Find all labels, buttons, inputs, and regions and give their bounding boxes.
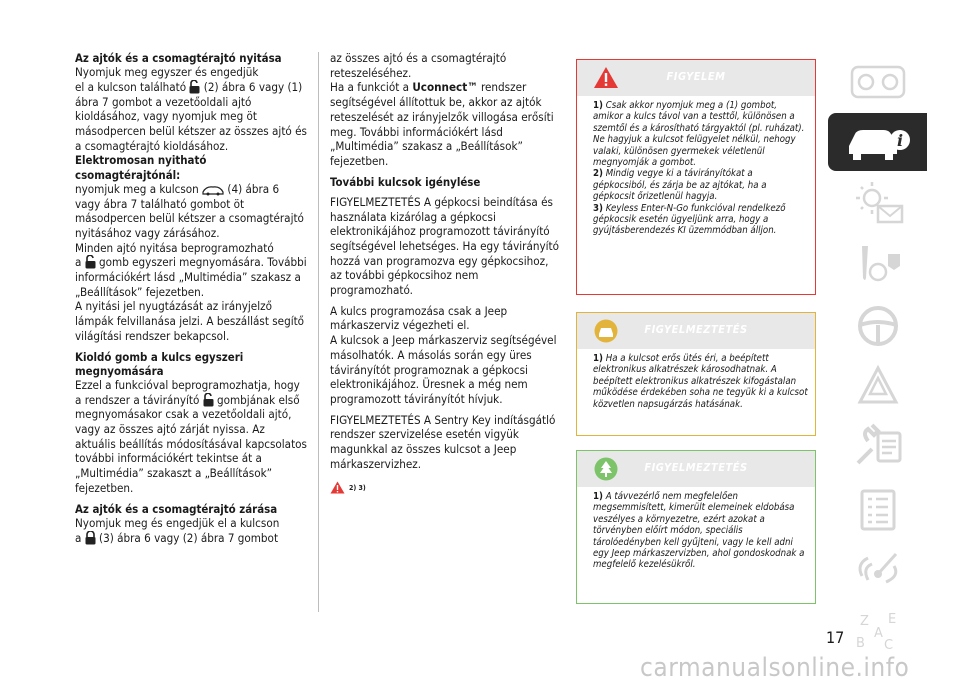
unlock-icon [85,255,96,269]
paragraph: Ha a funkciót a Uconnect™ rendszer segítségével állítottuk be, akkor az ajtók reteszelését az irányjelzők villogása erősíti meg. További információkért lásd „Multimédia” szakasz a „Beállítások” fejezetben. [330,80,554,168]
heading-more-keys: További kulcsok igénylése [330,174,481,189]
caution-box [576,312,816,436]
paragraph: Ezzel a funkcióval beprogramozhatja, hogy a rendszer a távirányító gombjának első megnyomásakor csak a vezetőoldali ajtó, vagy az összes ajtó zárját nyissa. Az aktuális beállítás módosításával kapcsolatos további információkért tekintse át a „Multimédia” szakaszt a „Beállítások” fejezetben. [75,377,307,495]
column-divider [318,52,319,612]
warning-box-header [577,60,815,96]
nav-multimedia-icon[interactable] [828,542,927,600]
warning-triangle-icon [330,481,345,494]
nav-specs-icon[interactable] [828,481,927,539]
warning-box-body: 1) Csak akkor nyomjuk meg a (1) gombot, amikor a kulcs távol van a testtől, különösen a szemtől és a károsítható tárgyaktól (pl. ruházat). Ne hagyjuk a kulcsot felügyelet nélkül, nehogy valaki, különösen gyermekek véletlenül megnyomják a gombot. 2) Mindig vegye ki a távirányítókat a gépkocsiból, és zárja be az ajtókat, ha a gépkocsit őrizetlenül hagyja. 3) Keyless Enter-N-Go funkcióval rendelkező gépkocsik esetén ügyeljünk arra, hogy a gyújtásberendezés KI üzemmódban álljon. [593,100,805,237]
caution-box-title: FIGYELMEZTETÉS [644,323,748,336]
column-middle [330,51,560,494]
unlock-icon [189,80,200,94]
environment-box-title: FIGYELMEZTETÉS [644,461,748,474]
lock-icon [85,531,96,545]
watermark: carmanualsonline.info [640,653,910,683]
page-number: 17 [826,628,845,647]
nav-emergency-icon[interactable] [828,358,927,416]
uconnect-brand: Uconnect™ [412,80,478,95]
svg-text:Z: Z [859,614,869,629]
paragraph: A nyitási jel nyugtázását az irányjelző lámpák felvillanása jelzi. A beszállást segítő világítási rendszer bekapcsol. [75,299,305,343]
paragraph: FIGYELMEZTETÉS A Sentry Key indításgátló rendszer szervizelése esetén vigyük magunkkal az összes kulcsot a Jeep márkaszervizhez. [330,412,556,471]
nav-car-dashboard-icon[interactable] [828,52,927,110]
unlock-icon [203,393,214,407]
svg-text:C: C [883,638,893,653]
nav-car-info-icon[interactable] [828,113,927,171]
svg-text:B: B [855,636,865,651]
nav-maintenance-icon[interactable] [828,419,927,477]
column-left [75,51,307,545]
svg-text:E: E [887,612,896,627]
paragraph: Nyomjuk meg egyszer és engedjük el a kulcson található (2) ábra 6 vagy (1) ábra 7 gombot a vezetőoldali ajtó kioldásához, vagy nyomjuk meg öt másodpercen belül kétszer az összes ajtó és a csomagtérajtó kioldásához. [75,65,307,153]
environment-box [576,450,816,604]
heading-locking: Az ajtók és a csomagtérajtó zárása [75,501,278,516]
paragraph: Nyomjuk meg és engedjük el a kulcson a (3) ábra 6 vagy (2) ábra 7 gombot [75,515,280,545]
warning-box-title: FIGYELEM [666,70,726,83]
heading-electric-tailgate: Elektromosan nyitható csomagtérajtónál: [75,153,207,182]
environment-box-body: 1) A távvezérlő nem megfelelően megsemmisített, kimerült elemeinek eldobása veszélyes a környezetre, ezért azokat a törvényben előírt módon, speciális tárolóedényben kell gyűjteni, vagy le kell adni egy Jeep márkaszervizben, ahol gondoskodnak a megfelelő kezelésükről. [593,491,805,571]
nav-safety-icon[interactable] [828,236,927,294]
heading-opening: Az ajtók és a csomagtérajtó nyitása [75,51,282,65]
caution-box-header [577,313,815,349]
paragraph: A kulcs programozása csak a Jeep márkaszerviz végezheti el. [330,303,508,333]
heading-single-press: Kioldó gomb a kulcs egyszeri megnyomására [75,349,244,378]
paragraph: FIGYELMEZTETÉS A gépkocsi beindítása és használata kizárólag a gépkocsi elektronikájához programozott távirányító segítségével lehetséges. Ha egy távirányító hozzá van programozva egy gépkocsihoz, az további gépkocsihoz nem programozható. [330,194,559,298]
svg-text:i: i [896,131,903,150]
caution-box-body: 1) Ha a kulcsot erős ütés éri, a beépített elektronikus alkatrészek károsodhatnak. A beépített elektronikus alkatrészek kifogástalan működése érdekében soha ne tegyük ki a kulcsot közvetlen napsugárzás hatásának. [593,353,808,410]
warning-box [576,59,816,295]
nav-steering-wheel-icon[interactable] [828,297,927,355]
warning-reference: 2) 3) [330,481,560,494]
nav-light-mail-icon[interactable] [828,174,927,232]
paragraph: A kulcsok a Jeep márkaszerviz segítségével másolhatók. A másolás során egy üres távirányítót programoznak a gépkocsi elektronikájához. Üresnek a még nem programozott távirányítót hívjuk. [330,333,557,406]
environment-box-header [577,451,815,487]
svg-text:A: A [873,626,883,641]
paragraph: Minden ajtó nyitása beprogramozható a gomb egyszeri megnyomására. További információkért lásd „Multimédia” szakasz a „Beállítások” fejezetben. [75,240,307,299]
paragraph: nyomjuk meg a kulcson (4) ábra 6 vagy ábra 7 található gombot öt másodpercen belül kétszer a csomagtérajtó nyitásához vagy zárásához. [75,181,304,240]
tailgate-icon [202,184,224,196]
paragraph: az összes ajtó és a csomagtérajtó reteszeléséhez. [330,51,507,80]
